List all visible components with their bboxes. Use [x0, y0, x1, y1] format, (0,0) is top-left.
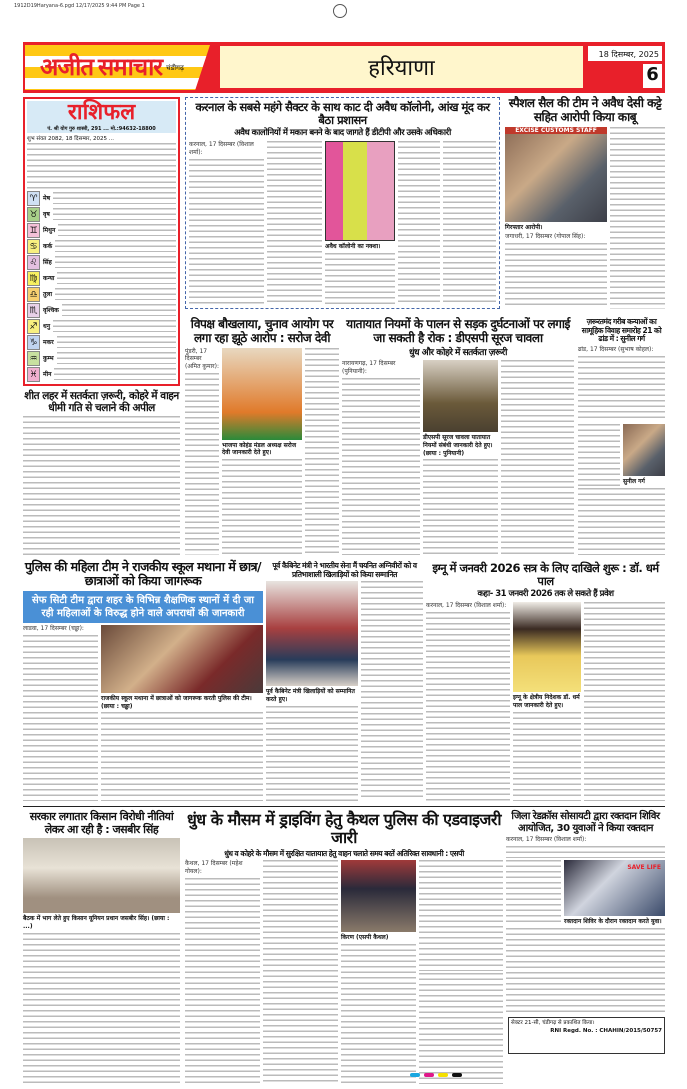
special-body-row	[505, 127, 665, 309]
wedding-headline: ज़रूरतमंद गरीब कन्याओं का सामूहिक विवाह समारोह 21 को ढांड में : सुनील गर्ग	[581, 317, 662, 344]
colony-map	[325, 141, 395, 241]
sign-forecast	[57, 336, 176, 348]
sign-forecast	[57, 352, 176, 364]
police-school-body-row	[23, 625, 263, 801]
sign-name: कर्क	[43, 243, 53, 250]
police-school-photo	[101, 625, 263, 693]
fog-caption: किरण (एसपी कैथल)	[341, 934, 389, 942]
agniveer-col1	[266, 581, 358, 801]
farmer-photo	[23, 838, 180, 913]
wedding-photo-row	[578, 424, 665, 486]
agniveer-photo	[266, 581, 358, 686]
colony-body-col4	[398, 141, 440, 305]
rashifal-sign-row	[27, 302, 176, 318]
rashifal-sign-row	[27, 366, 176, 382]
agniveer-caption: पूर्व कैबिनेट मंत्री खिलाड़ियों को सम्मानित करते हुए।	[266, 688, 355, 704]
saroj-body-col2	[305, 348, 339, 555]
fog-subheadline: धुंध व कोहरे के मौसम में सुरक्षित यातायात हेतु वाहन चलाते समय बरतें अतिरिक्त सावधानी : एसपी	[224, 848, 464, 858]
sign-forecast	[53, 192, 176, 204]
zodiac-1-icon: ♉	[27, 207, 40, 222]
colony-body-col5	[443, 141, 496, 305]
rashifal-intro: शुभ संवत 2082, 18 दिसम्बर, 2025 ...	[27, 136, 114, 143]
traffic-body-col2	[423, 459, 498, 555]
saroj-body-row	[185, 348, 339, 555]
ignou-body-col3	[513, 712, 581, 801]
colony-body	[189, 141, 496, 305]
wedding-photo	[623, 424, 665, 476]
special-body	[505, 243, 607, 309]
farmer-article	[23, 811, 180, 1084]
rashifal-signs	[27, 190, 176, 382]
sign-forecast	[53, 208, 176, 220]
ignou-caption: इग्नू के क्षेत्रीय निदेशक डॉ. धर्म पाल जानकारी देते हुए।	[513, 694, 580, 709]
zodiac-11-icon: ♓	[27, 367, 40, 382]
police-school-article	[23, 560, 263, 801]
zodiac-8-icon: ♐	[27, 319, 40, 334]
blood-col2	[564, 860, 665, 926]
rashifal-sign-row	[27, 254, 176, 270]
wedding-dateline: ढांड, 17 दिसम्बर (सुभाष कोहल):	[578, 345, 654, 353]
traffic-subheadline: धुंध और कोहरे में सतर्कता ज़रूरी	[409, 347, 507, 358]
rashifal-sign-row	[27, 206, 176, 222]
colony-caption: अवैध कॉलोनी का नक्शा।	[325, 243, 381, 251]
ignou-body-row	[426, 602, 665, 801]
blood-body-col1	[506, 860, 561, 926]
police-school-headline: पुलिस की महिला टीम ने राजकीय स्कूल मथाना में छात्र/छात्राओं को किया जागरूक	[24, 559, 262, 589]
traffic-body-row	[342, 360, 574, 555]
colony-dateline: करनाल, 17 दिसम्बर (विशाल शर्मा):	[189, 141, 254, 156]
registration-mark-icon	[333, 4, 347, 18]
fog-body-col2	[263, 860, 338, 1084]
sign-forecast	[62, 304, 176, 316]
special-dateline: जगाधरी, 17 दिसम्बर (गोपाल सिंह):	[505, 233, 586, 241]
saroj-dateline: पूंडरी, 17 दिसम्बर (अमित कुमार):	[185, 347, 219, 371]
rashifal-sign-row	[27, 270, 176, 286]
saroj-body-bottom	[222, 459, 302, 555]
imprint-box	[508, 1017, 665, 1054]
fog-article	[185, 811, 503, 1084]
agniveer-headline: पूर्व कैबिनेट मंत्री ने भारतीय सेना मैं चयनित अग्निवीरों को व प्रतिभाशाली खिलाड़ियों को किया सम्मानित	[272, 561, 417, 579]
blood-body-bottom	[506, 928, 665, 1013]
sign-name: कुम्भ	[43, 355, 54, 362]
wedding-col2	[623, 424, 665, 486]
special-col2	[610, 127, 665, 309]
rashifal-intro-text	[27, 143, 176, 189]
wedding-article	[578, 318, 665, 555]
ignou-dateline: करनाल, 17 दिसम्बर (विशाल शर्मा):	[426, 602, 507, 610]
wedding-body-bottom	[578, 488, 665, 555]
newspaper-logo: अजीत समाचार	[40, 55, 163, 81]
traffic-headline: यातायात नियमों के पालन से सड़क दुर्घटनाओं पर लगाई जा सकती है रोक : डीएसपी सूरज चावला	[346, 317, 570, 345]
wedding-body-col1	[578, 424, 620, 486]
agniveer-article	[266, 562, 423, 801]
colony-subheadline: अवैध कालोनियों में मकान बनने के बाद जागते हैं डीटीपी और उसके अधिकारी	[234, 128, 451, 139]
ignou-col1	[426, 602, 510, 801]
sign-forecast	[54, 368, 176, 380]
colony-body-col3	[325, 253, 395, 305]
zodiac-0-icon: ♈	[27, 191, 40, 206]
colony-col3	[325, 141, 395, 305]
rashifal-sign-row	[27, 286, 176, 302]
agniveer-body	[361, 581, 423, 801]
rashifal-box	[23, 97, 180, 386]
police-school-banner: सेफ सिटी टीम द्वारा शहर के विभिन्न शैक्षणिक स्थानों में दी जा रही महिलाओं के विरुद्ध होने वाले अपराधों की जानकारी	[23, 591, 263, 623]
color-registration-marks	[410, 1062, 466, 1081]
photo-sign: SAVE LIFE	[627, 863, 661, 871]
special-photo	[505, 127, 607, 222]
sign-name: मिथुन	[43, 227, 56, 234]
photo-sign: EXCISE CUSTOMS STAFF	[505, 127, 607, 134]
zodiac-3-icon: ♋	[27, 239, 40, 254]
traffic-article	[342, 318, 574, 555]
colony-body-col1	[189, 159, 264, 305]
saroj-col2	[222, 348, 302, 555]
police-school-body-col1	[23, 635, 98, 801]
rashifal-sign-row	[27, 238, 176, 254]
special-headline: स्पैशल सैल की टीम ने अवैध देसी कट्टे सहित आरोपी किया काबू	[508, 96, 662, 124]
police-school-col2	[101, 625, 263, 801]
colony-col2	[267, 141, 322, 305]
sign-name: धनु	[43, 323, 51, 330]
traffic-col2	[423, 360, 498, 555]
special-body-col2	[610, 127, 665, 309]
colony-col5	[443, 141, 496, 305]
saroj-caption: भाजपा कोहंड मंडल अध्यक्ष सरोज देवी जानकारी देते हुए।	[222, 441, 297, 457]
ignou-body-col2	[584, 602, 665, 801]
sign-name: वृष	[43, 211, 50, 218]
fog-body-row	[185, 860, 503, 1084]
rashifal-sign-row	[27, 222, 176, 238]
zodiac-4-icon: ♌	[27, 255, 40, 270]
zodiac-9-icon: ♑	[27, 335, 40, 350]
sign-forecast	[57, 272, 176, 284]
fog-body-col3	[341, 944, 416, 1084]
ignou-article	[426, 562, 665, 801]
blood-caption: रक्तदान शिविर के दौरान रक्तदान करते युवा।	[564, 917, 662, 925]
ignou-body-col1	[426, 612, 510, 801]
rashifal-author: पं. श्री योग गुरु शास्त्री, 291 ... मो.:94632-18800	[47, 126, 156, 133]
blood-article	[506, 811, 665, 1013]
fog-body-col1	[185, 878, 260, 1084]
sign-forecast	[58, 224, 176, 236]
section-title: हरियाणा	[220, 46, 583, 88]
rashifal-sign-row	[27, 334, 176, 350]
divider	[23, 806, 665, 807]
rashifal-sign-row	[27, 350, 176, 366]
police-school-col1	[23, 625, 98, 801]
police-school-caption: राजकीय स्कूल मथाना में छात्राओं को जागरूक करती पुलिस की टीम। (छाया : चड्ढा)	[101, 694, 252, 710]
print-slug: 1912D19Haryana-6.pgd 12/17/2025 9:44 PM Page 1	[14, 3, 145, 9]
zodiac-5-icon: ♍	[27, 271, 40, 286]
rashifal-header	[27, 101, 176, 133]
sign-name: मीन	[43, 371, 52, 378]
issue-date: 18 दिसम्बर, 2025	[588, 46, 662, 61]
farmer-caption: बैठक में भाग लेते हुए किसान यूनियन प्रधान जसबीर सिंह। (छाया : ...)	[23, 915, 170, 931]
ignou-subheadline: कहा- 31 जनवरी 2026 तक ले सकते हैं प्रवेश	[477, 589, 614, 600]
blood-col1	[506, 860, 561, 926]
imprint-text: सेक्टर 21-सी, चंडीगढ़ से प्रकाशित किया।	[511, 1020, 595, 1026]
saroj-body-col1	[185, 373, 219, 555]
saroj-col1	[185, 348, 219, 555]
page-number: 6	[643, 64, 662, 88]
sign-forecast	[55, 256, 176, 268]
fog-col4	[419, 860, 503, 1084]
zodiac-6-icon: ♎	[27, 287, 40, 302]
fog-photo	[341, 860, 416, 932]
rashifal-sign-row	[27, 190, 176, 206]
sign-forecast	[53, 320, 176, 332]
blood-photo	[564, 860, 665, 916]
sign-name: तुला	[43, 291, 53, 298]
edition-city: चंडीगढ़	[166, 64, 184, 72]
traffic-body-col3	[501, 360, 574, 555]
blood-photo-row	[506, 860, 665, 926]
blood-dateline: करनाल, 17 दिसम्बर (विशाल शर्मा):	[506, 836, 587, 843]
sign-name: कन्या	[43, 275, 55, 282]
farmer-headline: सरकार लगातार किसान विरोधी नीतियां लेकर आ रही है : जसबीर सिंह	[29, 810, 174, 836]
colony-article	[185, 97, 500, 309]
ignou-photo	[513, 602, 581, 692]
sign-name: सिंह	[43, 259, 52, 266]
traffic-body-col1	[342, 378, 420, 555]
traffic-photo	[423, 360, 498, 432]
fog-col2	[263, 860, 338, 1084]
rashifal-title: राशिफल	[67, 100, 136, 125]
colony-body-col2	[267, 141, 322, 305]
fog-dateline: कैथल, 17 दिसम्बर (महेश गोयल):	[185, 860, 243, 876]
cold-headline: शीत लहर में सतर्कता ज़रूरी, कोहरे में वाहन धीमी गति से चलाने की अपील	[24, 390, 179, 415]
zodiac-10-icon: ♒	[27, 351, 40, 366]
colony-col4	[398, 141, 440, 305]
sign-name: वृश्चिक	[43, 307, 59, 314]
left-column	[23, 97, 180, 555]
fog-body-col4	[419, 860, 503, 971]
colony-headline: करनाल के सबसे महंगे सैक्टर के साथ काट दी अवैध कॉलोनी, आंख मूंद कर बैठा प्रशासन	[195, 100, 490, 128]
saroj-article	[185, 318, 339, 555]
special-col1	[505, 127, 607, 309]
traffic-dateline: नारायणगढ़, 17 दिसम्बर (पुनियानी):	[342, 359, 396, 375]
zodiac-2-icon: ♊	[27, 223, 40, 238]
agniveer-col2	[361, 581, 423, 801]
sign-name: मकर	[43, 339, 54, 346]
traffic-col1	[342, 360, 420, 555]
sign-forecast	[55, 288, 176, 300]
ignou-headline: इग्नू में जनवरी 2026 सत्र के लिए दाखिले शुरू : डॉ. धर्म पाल	[432, 561, 659, 589]
wedding-col1	[578, 424, 620, 486]
saroj-headline: विपक्ष बौखलाया, चुनाव आयोग पर लगा रहा झूठे आरोप : सरोज देवी	[190, 317, 334, 345]
saroj-photo	[222, 348, 302, 440]
traffic-caption: डीएसपी सूरज चावला यातायात नियमों संबंधी जानकारी देते हुए। (छाया : पुनियानी)	[423, 433, 493, 457]
colony-col1	[189, 141, 264, 305]
wedding-caption: सुनील गर्ग	[623, 478, 645, 486]
agniveer-body-col1	[266, 706, 358, 801]
cold-body	[23, 416, 180, 555]
blood-headline: जिला रेडक्रॉस सोसायटी द्वारा रक्तदान शिविर आयोजित, 30 युवाओं ने किया रक्तदान	[511, 811, 660, 834]
ignou-col2	[513, 602, 581, 801]
zodiac-7-icon: ♏	[27, 303, 40, 318]
blood-body	[506, 846, 665, 858]
ignou-col3	[584, 602, 665, 801]
traffic-col3	[501, 360, 574, 555]
wedding-body	[578, 356, 665, 423]
saroj-col3	[305, 348, 339, 555]
police-school-body-col2	[101, 712, 263, 801]
special-caption: गिरफ्तार आरोपी।	[505, 223, 543, 231]
agniveer-body-row	[266, 581, 423, 801]
fog-headline: धुंध के मौसम में ड्राइविंग हेतु कैथल पुलिस की एडवाइजरी जारी	[186, 810, 502, 848]
fog-col1	[185, 860, 260, 1084]
special-article	[505, 97, 665, 309]
rni-number: RNI Regd. No. : CHAHIN/2015/50757	[550, 1027, 662, 1034]
farmer-body	[23, 933, 180, 1084]
fog-col3	[341, 860, 416, 1084]
rashifal-sign-row	[27, 318, 176, 334]
sign-forecast	[55, 240, 176, 252]
police-school-dateline: लाडवा, 17 दिसम्बर (चड्ढा):	[23, 624, 84, 632]
sign-name: मेष	[43, 195, 51, 202]
